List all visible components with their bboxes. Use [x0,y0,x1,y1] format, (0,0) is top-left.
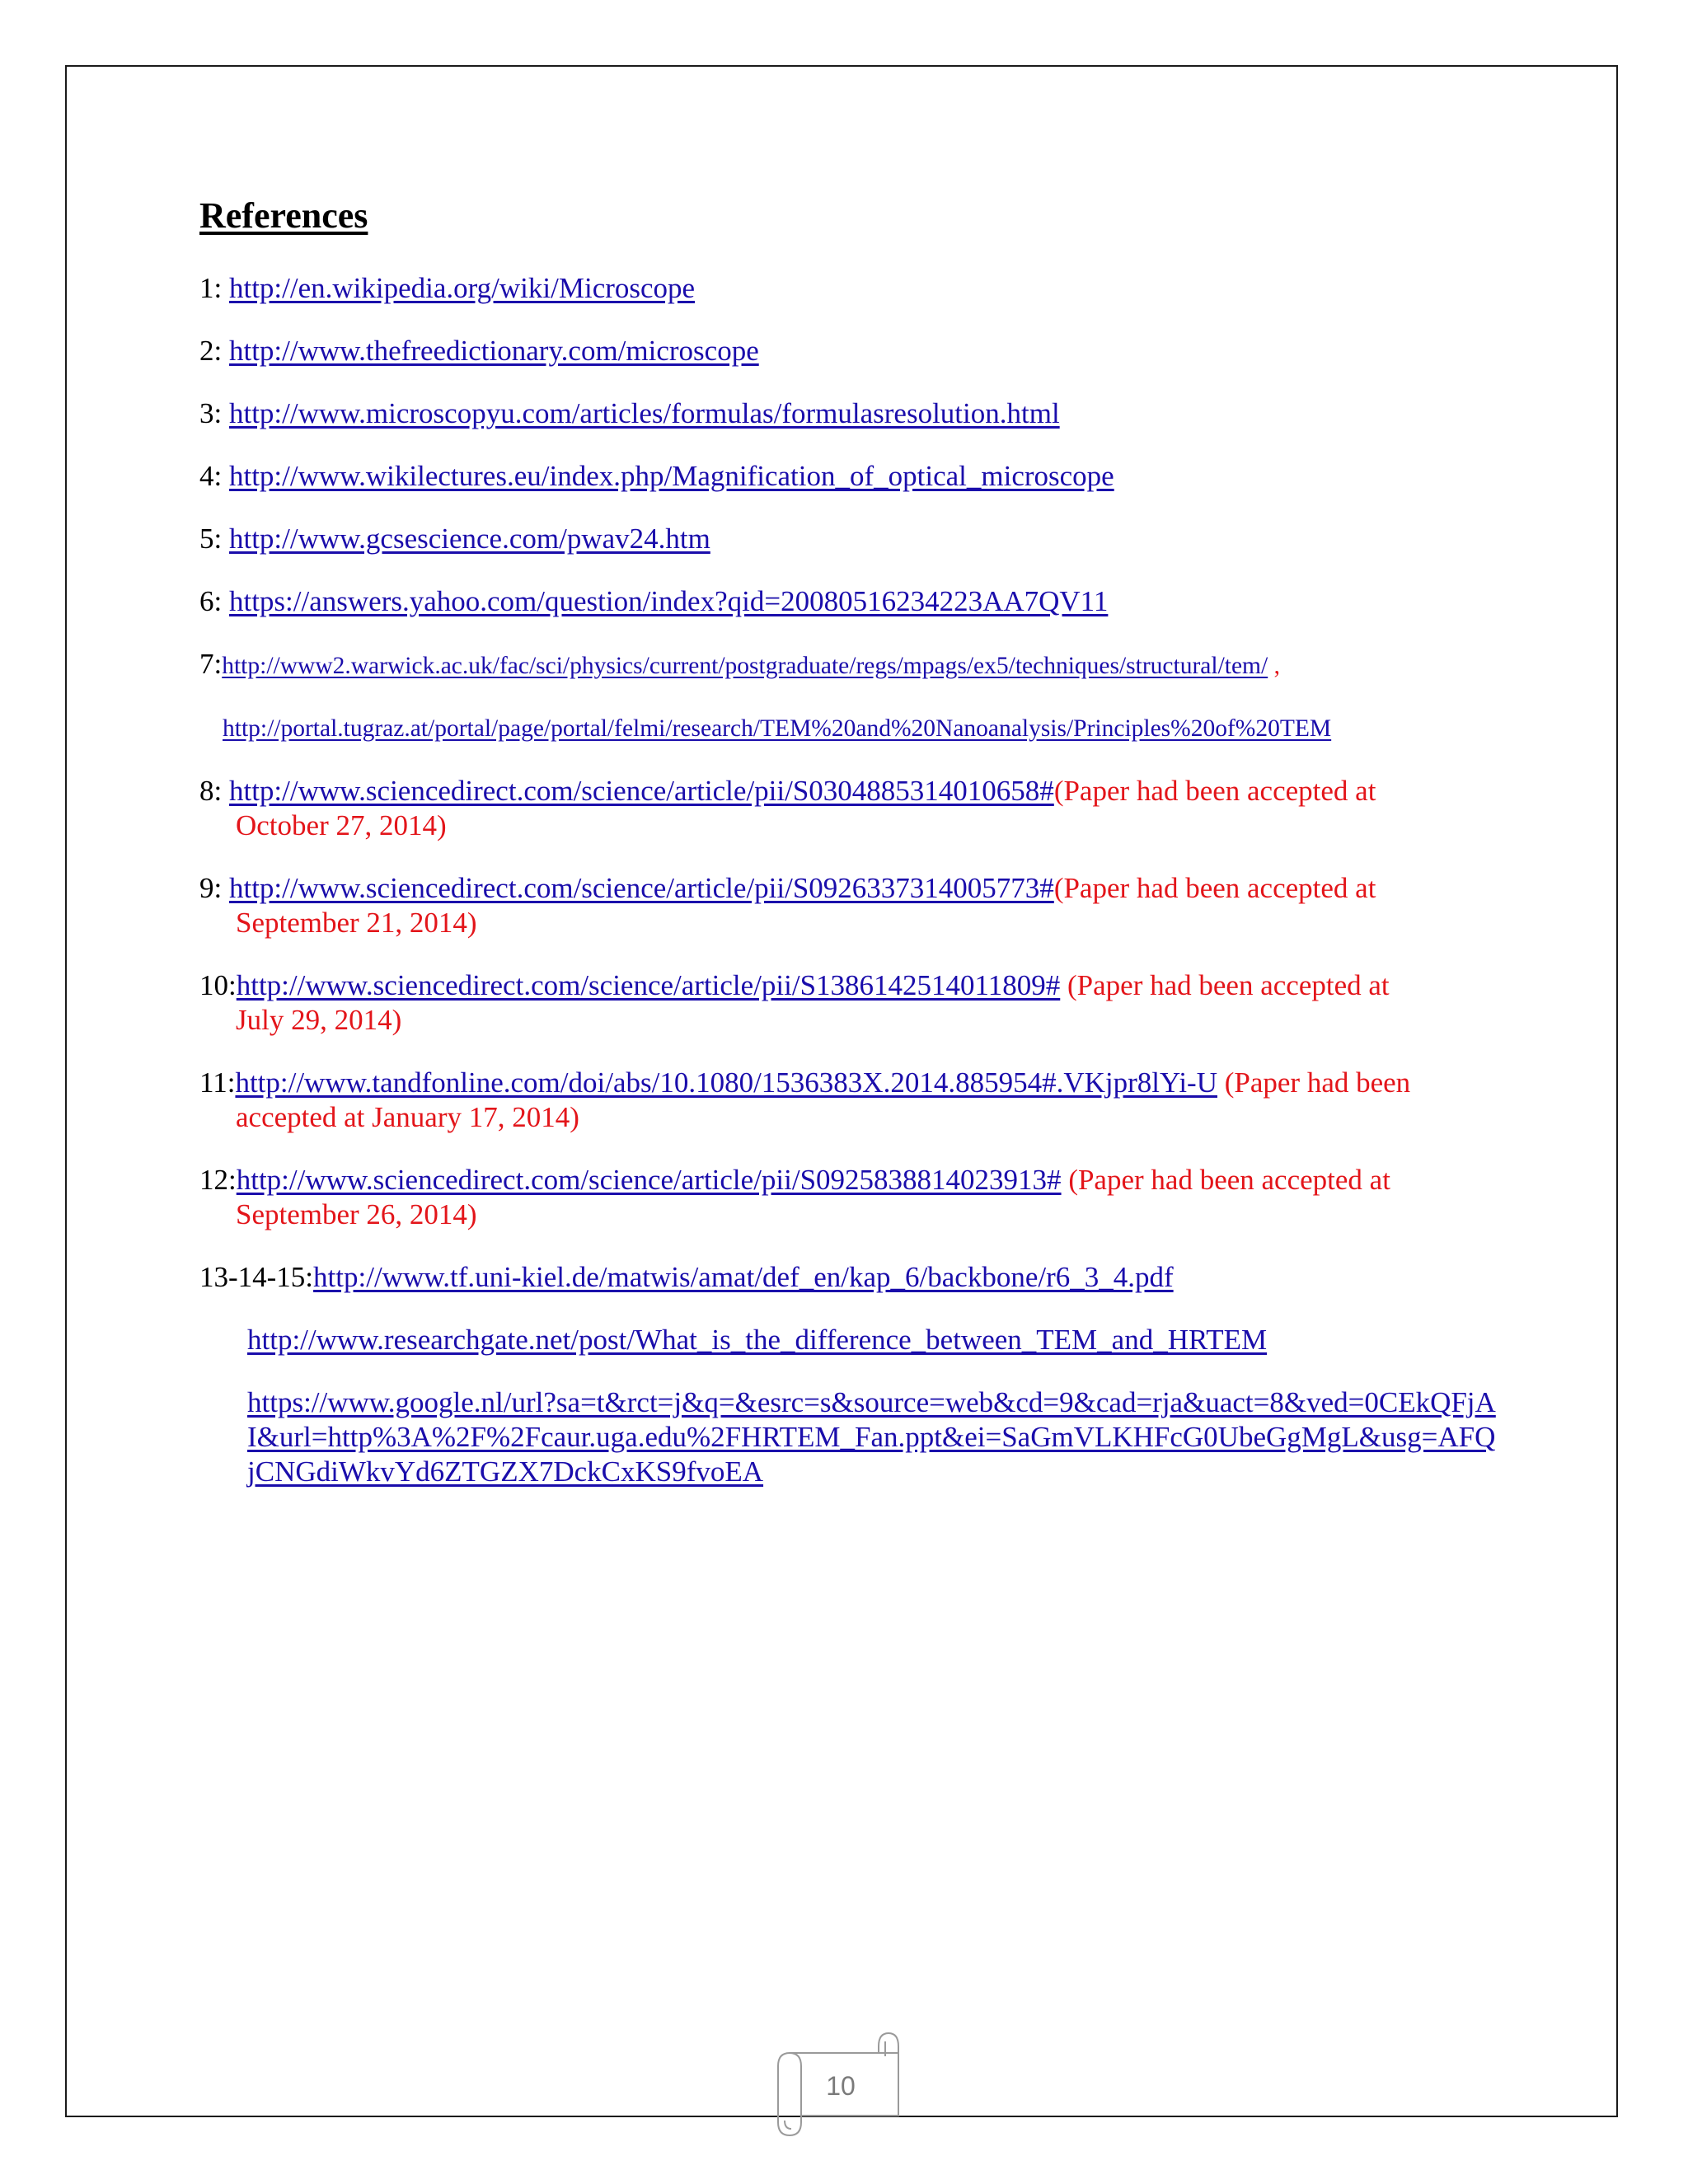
reference-link[interactable]: http://www.researchgate.net/post/What_is_the_difference_between_TEM_and_HRTEM [247,1323,1268,1356]
reference-label: 13-14-15: [199,1260,314,1293]
reference-link[interactable]: http://www.tf.uni-kiel.de/matwis/amat/def_en/kap_6/backbone/r6_3_4.pdf [313,1260,1174,1293]
reference-link[interactable]: http://www.sciencedirect.com/science/article/pii/S0304885314010658# [228,774,1054,807]
reference-1 [199,271,1493,306]
reference-6 [199,584,1493,619]
reference-note: (Paper had been accepted at [1060,968,1390,1001]
reference-3 [199,396,1493,431]
reference-link[interactable]: http://www.sciencedirect.com/science/article/pii/S0925838814023913# [236,1163,1062,1196]
reference-label: 8: [199,774,229,807]
reference-label: 3: [199,396,229,429]
reference-label: 11: [199,1066,236,1099]
reference-label: 12: [199,1163,237,1196]
reference-link[interactable]: http://www.thefreedictionary.com/microscope [228,334,759,367]
reference-label: 10: [199,968,237,1001]
references-section [199,194,1496,1517]
reference-4 [199,459,1493,494]
reference-note: (Paper had been accepted at [1053,774,1376,807]
reference-link[interactable]: http://www.wikilectures.eu/index.php/Magnification_of_optical_microscope [228,459,1114,492]
reference-link[interactable]: http://en.wikipedia.org/wiki/Microscope [228,271,696,304]
reference-13-14-15 [199,1260,1493,1295]
reference-note-continued: October 27, 2014) [236,808,447,841]
reference-note: (Paper had been accepted at [1053,871,1376,904]
reference-link[interactable]: http://portal.tugraz.at/portal/page/portal/felmi/research/TEM%20and%20Nanoanalysis/Principles%20of%20TEM [223,715,1332,742]
reference-note-continued: September 26, 2014) [236,1197,477,1230]
reference-suffix: , [1268,652,1280,679]
reference-note: (Paper had been [1217,1066,1411,1099]
reference-link[interactable]: http://www.microscopyu.com/articles/formulas/formulasresolution.html [228,396,1060,429]
page-number: 10 [826,2071,856,2101]
reference-link[interactable]: http://www.gcsescience.com/pwav24.htm [228,522,710,555]
reference-7b [199,711,1493,746]
reference-14 [199,1323,1493,1357]
reference-link[interactable]: http://www.sciencedirect.com/science/article/pii/S0926337314005773# [228,871,1054,904]
reference-note-continued: July 29, 2014) [236,1003,402,1036]
reference-label: 6: [199,584,229,617]
reference-7 [199,647,1493,683]
reference-label: 4: [199,459,229,492]
reference-11 [199,1066,1493,1135]
reference-8 [199,774,1493,843]
reference-12 [199,1163,1493,1232]
reference-label: 5: [199,522,229,555]
page-number-scroll [767,2023,915,2139]
references-heading: References [199,195,368,236]
reference-link[interactable]: http://www.tandfonline.com/doi/abs/10.1080/1536383X.2014.885954#.VKjpr8lYi-U [235,1066,1217,1099]
reference-link[interactable]: http://www2.warwick.ac.uk/fac/sci/physics/current/postgraduate/regs/mpags/ex5/techniques/structural/tem/ [222,652,1268,679]
reference-label: 1: [199,271,229,304]
reference-9 [199,871,1493,940]
reference-10 [199,968,1493,1038]
reference-15 [199,1385,1496,1489]
reference-note-continued: accepted at January 17, 2014) [236,1100,579,1133]
reference-link[interactable]: https://www.google.nl/url?sa=t&rct=j&q=&esrc=s&source=web&cd=9&cad=rja&uact=8&ved=0CEkQFjAI&url=http%3A%2F%2Fcaur.uga.edu%2FHRTEM_Fan.ppt&ei=SaGmVLKHFcG0UbeGgMgL&usg=AFQjCNGdiWkvYd6ZTGZX7DckCxKS9fvoEA [247,1385,1496,1488]
reference-note: (Paper had been accepted at [1061,1163,1390,1196]
reference-note-continued: September 21, 2014) [236,906,477,939]
reference-label: 9: [199,871,229,904]
reference-link[interactable]: http://www.sciencedirect.com/science/article/pii/S1386142514011809# [236,968,1061,1001]
reference-link[interactable]: https://answers.yahoo.com/question/index?qid=20080516234223AA7QV11 [228,584,1109,617]
reference-label: 7: [199,647,223,680]
reference-5 [199,522,1493,556]
reference-label: 2: [199,334,229,367]
reference-2 [199,334,1493,368]
